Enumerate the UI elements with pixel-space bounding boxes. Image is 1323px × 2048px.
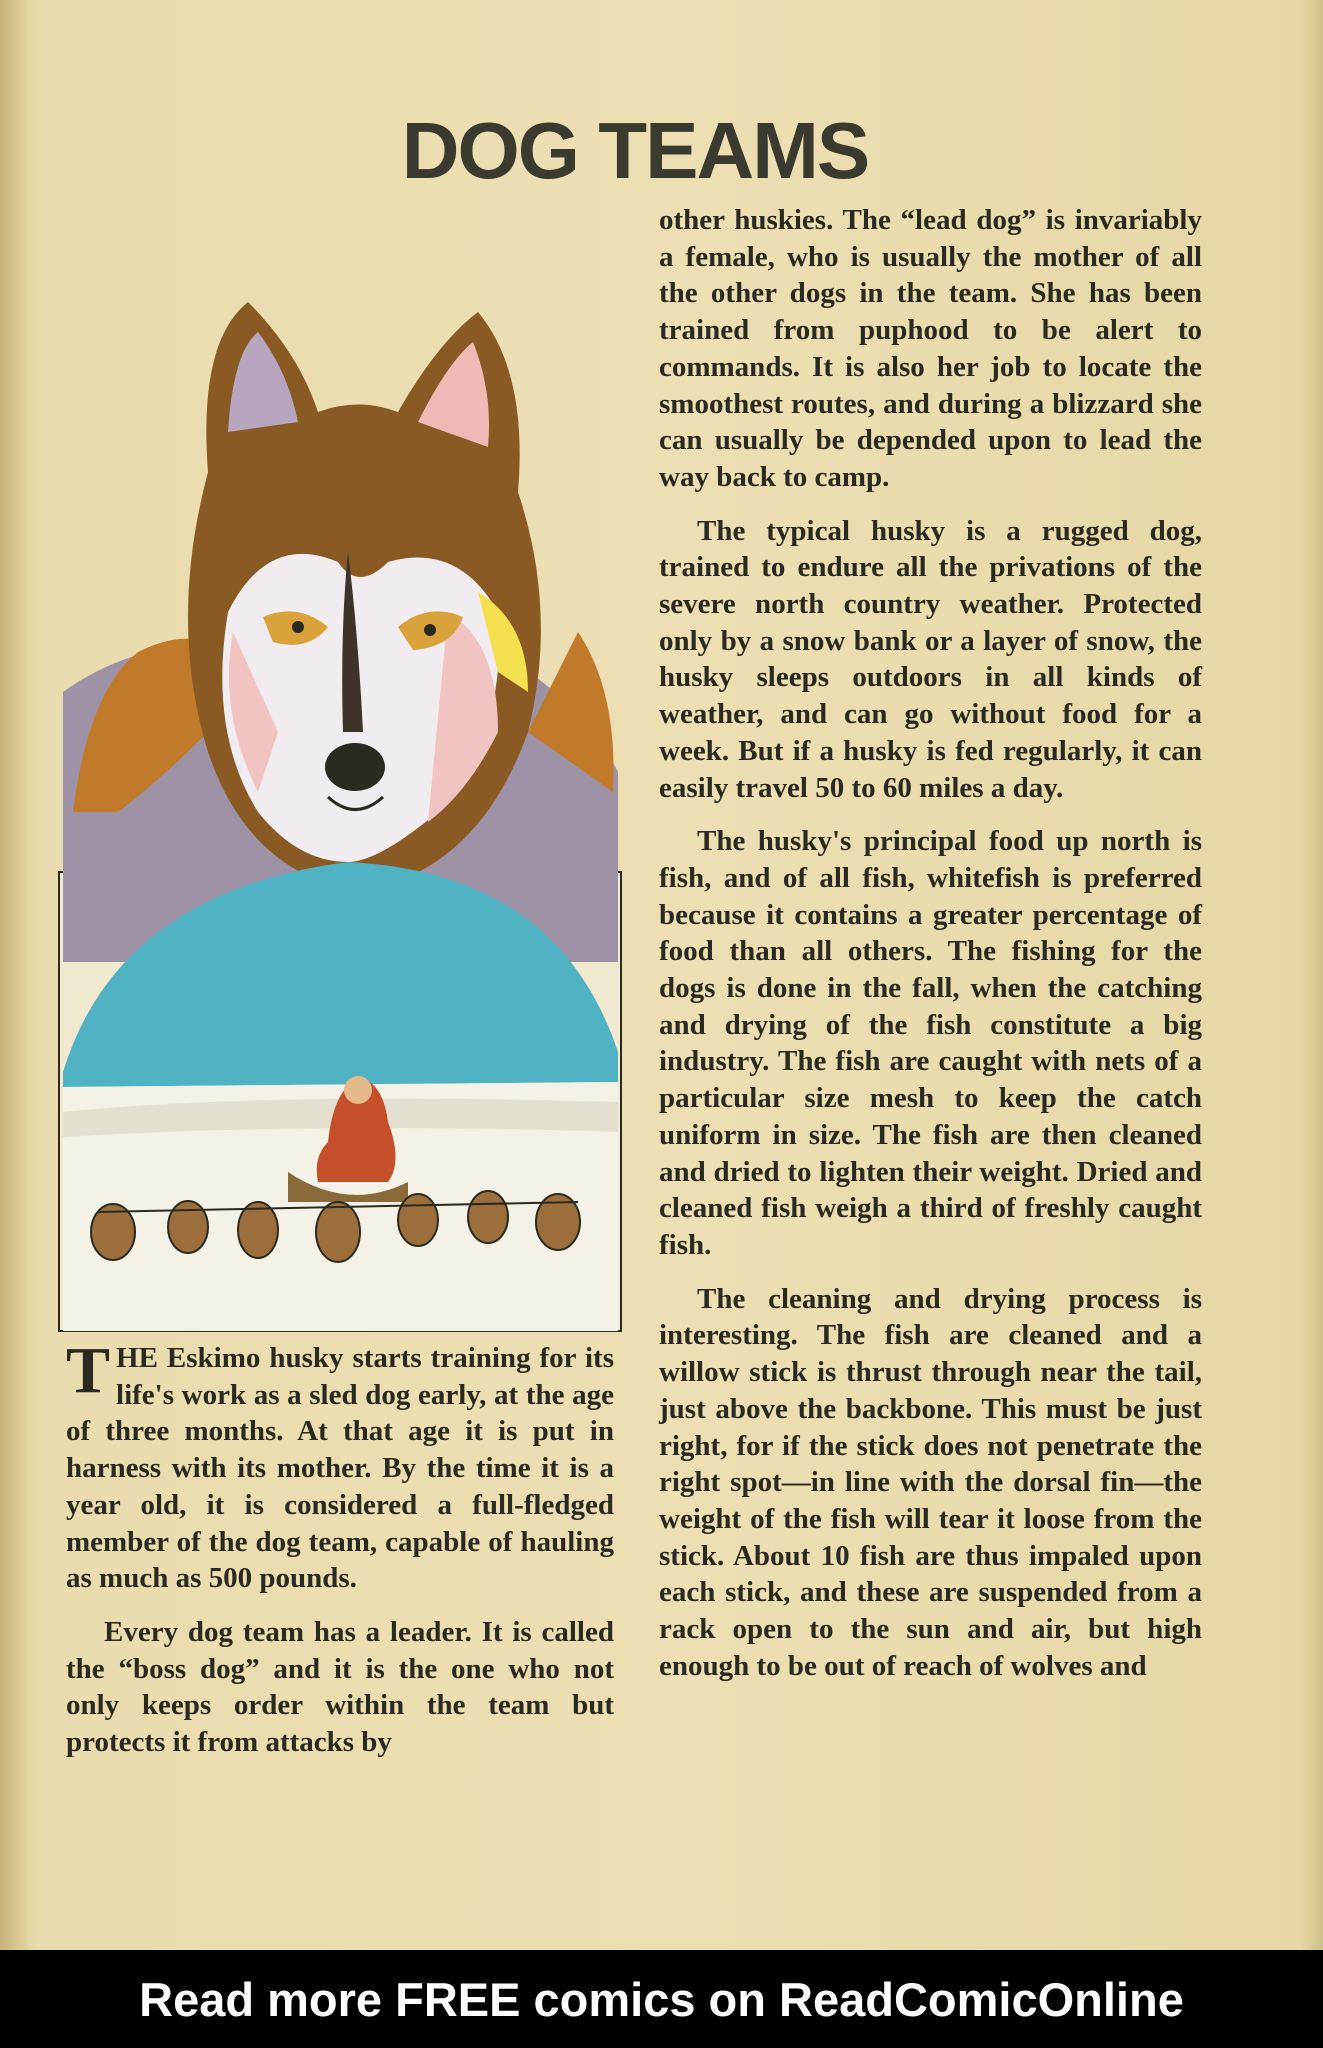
left-column [66,1334,614,1778]
husky-illustration [58,172,623,1332]
page-gutter [0,0,28,1950]
promo-banner-text[interactable]: Read more FREE comics on ReadComicOnline [139,1972,1184,2026]
article-title: DOG TEAMS [401,106,869,195]
paragraph: The typical husky is a rugged dog, trained to endure all the privations of the severe north country weather. Protected only by a snow bank or a layer of snow, the husky sleeps outdoors in all kinds of weather, and can go without food for a week. But if a husky is fed regularly, it can easily travel 50 to 60 miles a day. [659,514,1202,804]
promo-banner[interactable] [0,1950,1323,2048]
right-column [659,202,1202,1701]
drop-cap: T [66,1334,111,1407]
paragraph: The husky's principal food up north is fish, and of all fish, whitefish is preferred because it contains a greater percentage of food than all others. The fishing for the dogs is done in the fall, when the catching and drying of the fish constitute a big industry. The fish are caught with nets of a particular size mesh to keep the catch uniform in size. The fish are then cleaned and dried to lighten their weight. Dried and cleaned fish weigh a third of freshly caught fish. [659,825,1202,1261]
paragraph: The cleaning and drying process is interesting. The fish are cleaned and a willow stick is thrust through near the tail, just above the backbone. This must be just right, for if the stick does not penetrate the right spot—in line with the dorsal fin—the weight of the fish will tear it loose from the stick. About 10 fish are thus impaled upon each stick, and these are suspended from a rack open to the sun and air, but high enough to be out of reach of wolves and [659,1282,1202,1682]
paragraph: Every dog team has a leader. It is called the “boss dog” and it is the one who not only keeps order within the team but protects it from attacks by [66,1615,614,1759]
paragraph-text: HE Eskimo husky starts training for its life's work as a sled dog early, at the age of three months. At that age it is put in harness with its mother. By the time it is a year old, it is considered a full-fledged member of the dog team, capable of hauling as much as 500 pounds. [66,1342,614,1595]
paragraph [66,1334,614,1597]
paragraph: other huskies. The “lead dog” is invariably a female, who is usually the mother of all the other dogs in the team. She has been trained from puphood to be alert to commands. It is also her job to locate the smoothest routes, and during a blizzard she can usually be depended upon to lead the way back to camp. [659,204,1202,493]
